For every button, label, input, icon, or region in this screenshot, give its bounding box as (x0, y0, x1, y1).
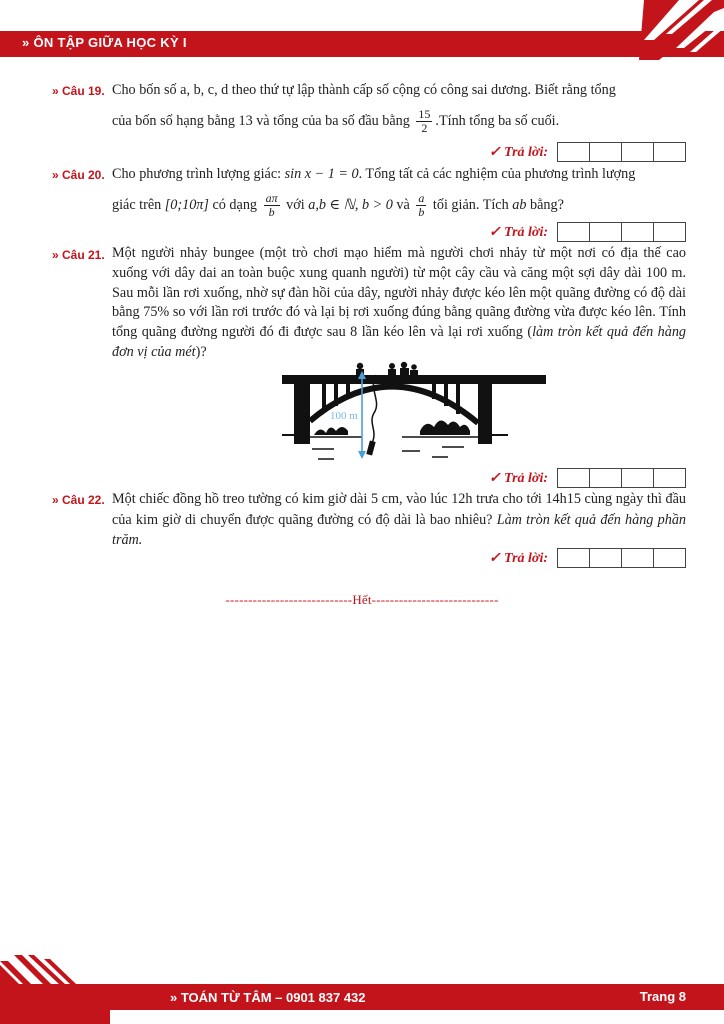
answer-label: ✓ Trả lời: (488, 224, 548, 240)
fraction: $\frac{15}{2}$ (418, 107, 431, 135)
question-text: . Tổng tất cả các nghiệm của phương trình lượng (358, 166, 636, 182)
question-text: giác trên (112, 196, 162, 213)
question-text: với (286, 196, 305, 213)
answer-box[interactable] (589, 468, 622, 488)
question-text: )? (195, 343, 207, 360)
answer-box[interactable] (557, 222, 590, 242)
answer-box[interactable] (621, 222, 654, 242)
fraction: $\frac{a}{b}$ (418, 191, 425, 219)
question-label: » Câu 21. (52, 248, 105, 262)
question-text: bằng? (529, 196, 564, 213)
answer-label: ✓ Trả lời: (488, 550, 548, 566)
question-19 (52, 80, 686, 135)
answer-row (489, 468, 686, 488)
answer-box[interactable] (653, 222, 686, 242)
figure-label: 100 m (330, 410, 358, 422)
question-text: Một chiếc đồng hồ treo tường có kim giờ dài 5 cm, vào lúc 12h trưa cho tới 14h15 cùng ngày thì đầu của kim giờ di chuyển được quãng đường có độ dài là bao nhiêu? (112, 491, 686, 528)
answer-box[interactable] (621, 142, 654, 162)
question-note: Làm tròn kết quả đến hàng phần trăm. (112, 511, 687, 548)
answer-box[interactable] (557, 142, 590, 162)
answer-box[interactable] (557, 548, 590, 568)
answer-box[interactable] (653, 548, 686, 568)
answer-box[interactable] (653, 142, 686, 162)
fraction: $\frac{a\pi}{b}$ (265, 191, 278, 219)
answer-box[interactable] (621, 548, 654, 568)
answer-box[interactable] (557, 468, 590, 488)
page-number: Trang 8 (639, 989, 686, 1004)
header-title: » ÔN TẬP GIỮA HỌC KỲ I (22, 35, 187, 50)
answer-box[interactable] (589, 222, 622, 242)
answer-box[interactable] (589, 142, 622, 162)
equation: sin x − 1 = 0 (284, 166, 359, 182)
question-label: » Câu 19. (52, 84, 105, 98)
question-20 (52, 164, 686, 219)
header-decoration (584, 0, 724, 60)
question-note: làm tròn kết quả đến hàng đơn vị của mét (112, 324, 687, 360)
answer-label: ✓ Trả lời: (488, 144, 548, 160)
answer-box[interactable] (621, 468, 654, 488)
product: ab (512, 196, 527, 213)
question-21 (52, 244, 686, 363)
answer-row (489, 142, 686, 162)
footer-contact: » TOÁN TỪ TÂM – 0901 837 432 (170, 990, 366, 1005)
question-text: .Tính tổng ba số cuối. (435, 112, 560, 129)
question-text: và (396, 196, 410, 213)
condition: a,b ∈ ℕ, b > 0 (308, 196, 393, 213)
answer-box[interactable] (589, 548, 622, 568)
question-22 (52, 489, 686, 551)
question-text: Cho bốn số a, b, c, d theo thứ tự lập thành cấp số cộng có công sai dương. Biết rằng tổng (112, 82, 616, 98)
interval: [0;10π] (164, 196, 209, 213)
question-text: Cho phương trình lượng giác: (112, 166, 282, 182)
answer-row (489, 548, 686, 568)
answer-row (489, 222, 686, 242)
bungee-bridge-figure (282, 361, 546, 465)
question-text: tối giản. Tích (432, 196, 509, 213)
question-text: có dạng (212, 196, 258, 213)
question-text: Một người nhảy bungee (một trò chơi mạo hiểm mà người chơi nhảy từ một nơi có địa thế cao xuống với dây dai an toàn buộc xung quanh người) từ một cây cầu và căng một sợi dây dài 100 m. Sau mỗi lần rơi xuống, nhờ sự đàn hồi của dây, người nhảy được kéo lên một quãng đường có độ dài bằng 75% so với lần rơi trước đó và lại bị rơi xuống đúng bằng quãng đường vừa được kéo lên. Tính tổng quãng đường người đó đi được sau 8 lần kéo lên và lại rơi xuống ( (112, 245, 686, 341)
end-marker: ----------------------------Hết---------------------------- (225, 592, 499, 607)
answer-box[interactable] (653, 468, 686, 488)
question-label: » Câu 20. (52, 168, 105, 182)
question-label: » Câu 22. (52, 493, 105, 507)
answer-label: ✓ Trả lời: (488, 470, 548, 486)
question-text: của bốn số hạng bằng 13 và tổng của ba số đầu bằng (112, 112, 410, 129)
